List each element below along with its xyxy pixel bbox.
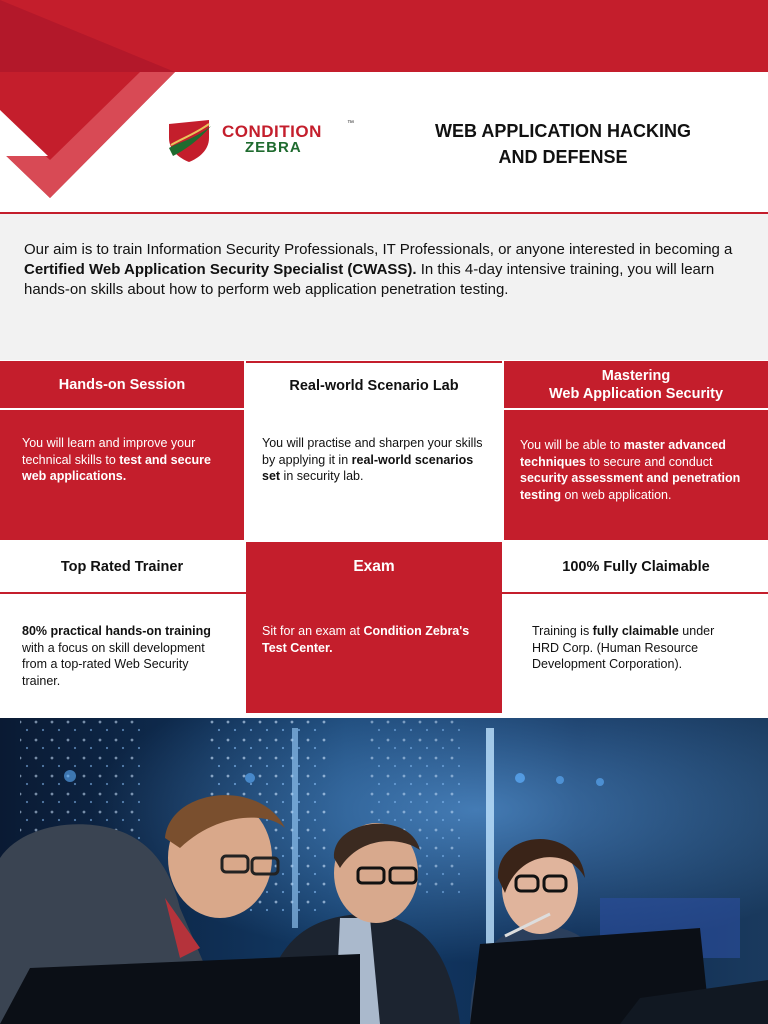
intro-paragraph [24,240,749,300]
feature-claimable-title [504,542,768,592]
feature-mastering-text [520,437,748,503]
feature-trainer-text [22,623,228,689]
feature-mastering-text-c: to secure and conduct [586,454,713,469]
feature-lab-description [246,410,502,540]
feature-mastering-text-bold2: security assessment and penetration testing [520,471,741,502]
feature-lab-title-text: Real-world Scenario Lab [289,377,459,394]
logo-text-condition: CONDITION [222,122,322,141]
logo-trademark: ™ [347,120,354,127]
feature-exam-description [246,594,502,713]
condition-zebra-logo [165,118,365,168]
intro-section [0,214,768,360]
feature-hands-on-text-a: You will learn and improve your technical skills to [22,436,196,467]
intro-certification-name: Certified Web Application Security Specialist (CWASS). [24,261,417,278]
features-grid [0,361,768,715]
intro-text-part2: In this 4-day intensive training, you will learn hands-on skills about how to perform web application penetration testing. [24,261,715,298]
feature-mastering-text-bold1: master advanced techniques [520,438,726,469]
feature-trainer-description [0,594,244,715]
feature-exam-text [262,623,486,656]
feature-claimable-text-a: Training is [532,624,593,638]
page-title-line1: WEB APPLICATION HACKING [435,121,691,141]
logo-shield-icon [165,118,215,164]
corner-chevron-decoration [0,0,200,200]
feature-hands-on-title [0,361,244,408]
feature-mastering-title-line2: Web Application Security [548,385,724,402]
server-room-team-photo [0,718,768,1024]
page-title-line2: AND DEFENSE [498,147,628,167]
feature-hands-on-text [22,435,228,485]
feature-mastering-text-e: on web application. [560,487,672,502]
feature-claimable-title-text: 100% Fully Claimable [562,559,710,575]
feature-mastering-description [504,410,768,540]
feature-lab-text-a: You will practise and sharpen your skills by applying it in [262,436,483,467]
feature-mastering-title [504,361,768,408]
intro-text-part1: Our aim is to train Information Security Professionals, IT Professionals, or anyone interested in becoming a [24,241,733,258]
logo-text-zebra: ZEBRA [245,139,302,156]
feature-exam-text-bold: Condition Zebra's Test Center. [262,624,470,655]
feature-lab-text [262,435,486,485]
feature-lab-text-c: in security lab. [280,469,364,483]
feature-lab-text-bold: real-world scenarios set [262,452,474,483]
feature-mastering-text-a: You will be able to [520,438,624,452]
feature-lab-title [246,361,502,408]
feature-hands-on-title-text: Hands-on Session [58,376,186,393]
feature-exam-title-text: Exam [353,558,395,575]
feature-claimable-text [532,623,744,673]
feature-exam-title [246,542,502,592]
feature-trainer-title [0,542,244,592]
page-title [408,118,718,170]
feature-claimable-text-c: under HRD Corp. (Human Resource Development Corporation). [532,624,715,671]
feature-hands-on-description [0,410,244,540]
feature-trainer-title-text: Top Rated Trainer [60,559,184,575]
feature-trainer-text-bold: 80% practical hands-on training [22,624,211,638]
feature-mastering-title-line1: Mastering [601,367,671,384]
feature-exam-text-a: Sit for an exam at [262,624,364,638]
feature-hands-on-text-bold: test and secure web applications. [22,452,211,483]
feature-claimable-text-bold: fully claimable [592,624,679,638]
feature-claimable-description [504,594,768,715]
feature-trainer-text-c: with a focus on skill development from a top-rated Web Security trainer. [22,640,205,688]
